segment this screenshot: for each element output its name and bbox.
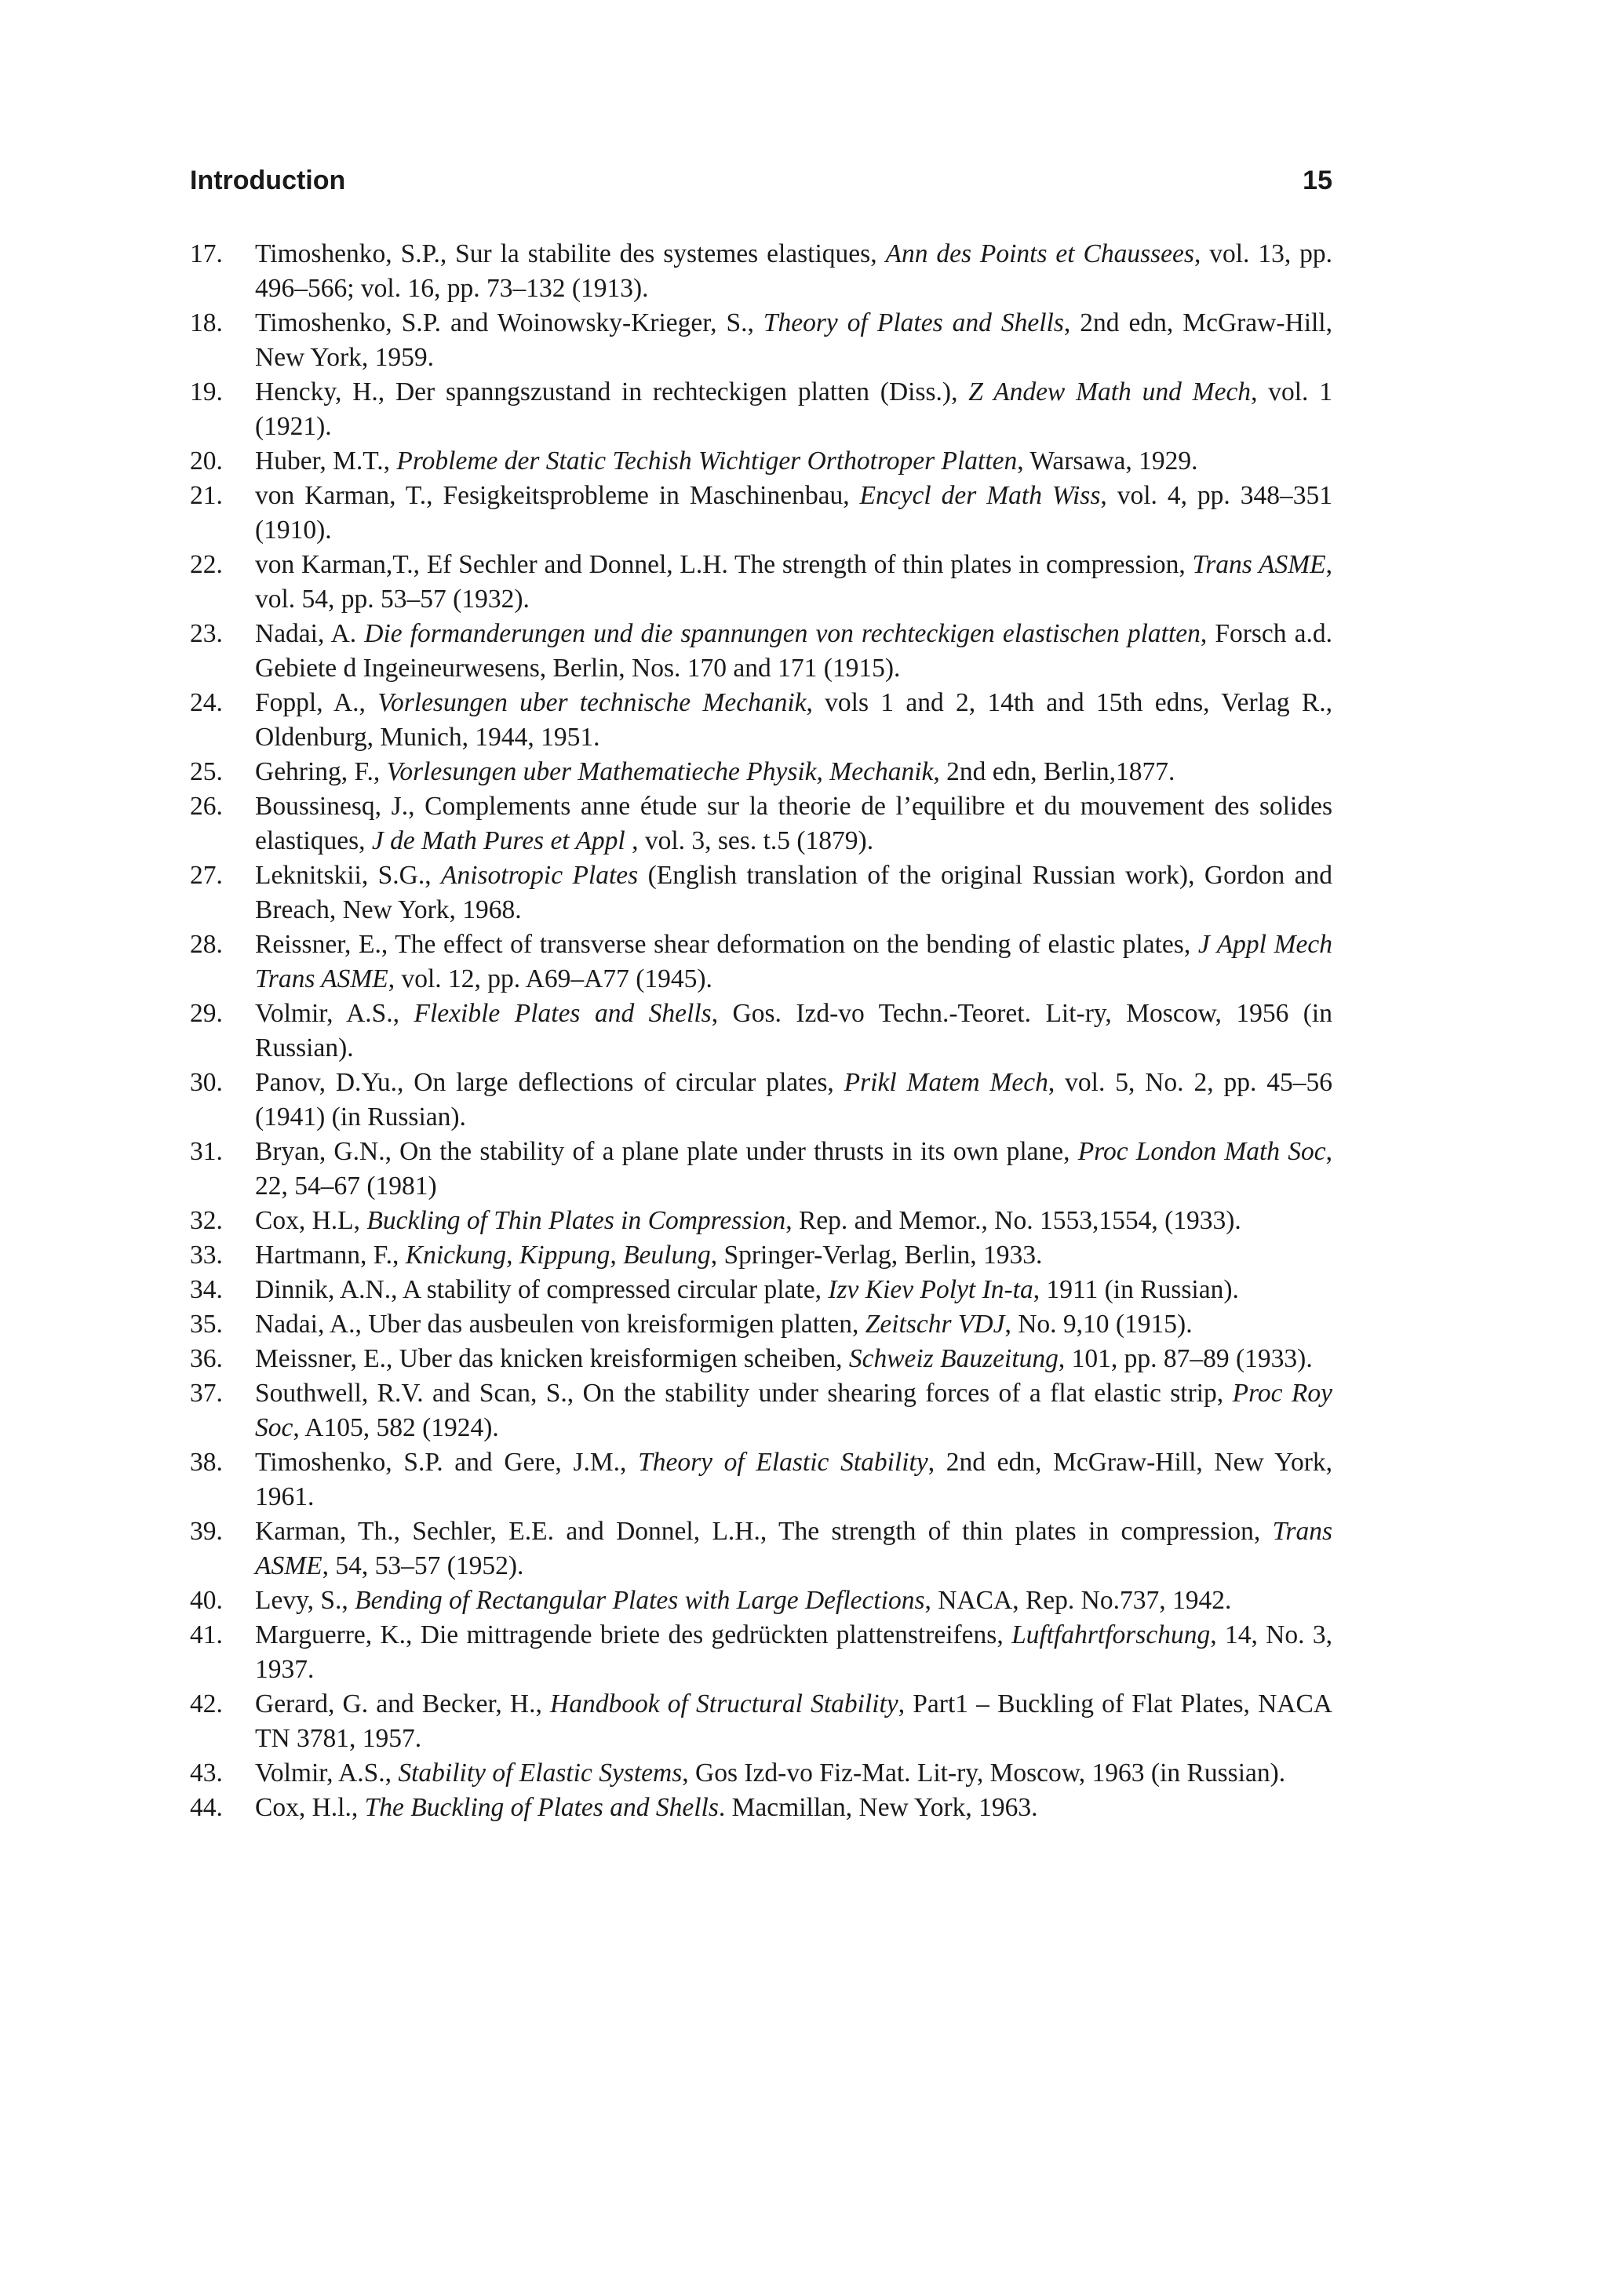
reference-segment: Cox, H.L, [255, 1206, 367, 1235]
reference-segment: , 22, 54–67 (1981) [255, 1137, 1332, 1201]
reference-segment: , Forsch a.d. Gebiete d Ingeineurwesens, Berlin, Nos. 170 and 171 (1915). [255, 619, 1332, 683]
reference-item [190, 1687, 1332, 1756]
reference-segment: Reissner, E., The effect of transverse shear deformation on the bending of elastic plates, [255, 930, 1198, 959]
reference-source-title: Bending of Rectangular Plates with Large Deflections [355, 1586, 925, 1615]
reference-number: 25. [190, 757, 223, 786]
reference-segment: , vol. 1 (1921). [255, 377, 1332, 441]
reference-source-title: Z Andew Math und Mech [968, 377, 1252, 406]
reference-text [255, 444, 1332, 479]
reference-text [255, 858, 1332, 928]
reference-segment: Karman, Th., Sechler, E.E. and Donnel, L.H., The strength of thin plates in compression, [255, 1517, 1273, 1546]
reference-text [255, 1584, 1332, 1618]
running-title: Introduction [190, 166, 346, 195]
reference-text [255, 755, 1332, 789]
reference-number: 31. [190, 1137, 223, 1166]
reference-segment: Volmir, A.S., [255, 1758, 399, 1788]
reference-segment: , 101, pp. 87–89 (1933). [1058, 1344, 1313, 1373]
reference-segment: Hartmann, F., [255, 1241, 406, 1270]
reference-item [190, 548, 1332, 617]
reference-segment: Huber, M.T., [255, 446, 397, 476]
reference-number: 18. [190, 308, 223, 337]
reference-number: 28. [190, 930, 223, 959]
reference-number: 36. [190, 1344, 223, 1373]
reference-segment: Cox, H.l., [255, 1793, 365, 1822]
reference-number: 33. [190, 1241, 223, 1270]
reference-text [255, 789, 1332, 858]
reference-segment: , Warsawa, 1929. [1017, 446, 1198, 476]
reference-item [190, 686, 1332, 755]
reference-number: 17. [190, 239, 223, 268]
reference-text [255, 1238, 1332, 1273]
reference-number: 22. [190, 550, 223, 579]
reference-segment: , vol. 4, pp. 348–351 (1910). [255, 481, 1332, 545]
reference-number: 29. [190, 999, 223, 1028]
reference-source-title: The Buckling of Plates and Shells [364, 1793, 719, 1822]
reference-number: 26. [190, 792, 223, 821]
reference-number: 40. [190, 1586, 223, 1615]
reference-source-title: Probleme der Static Techish Wichtiger Orthotroper Platten [396, 446, 1018, 476]
reference-item [190, 755, 1332, 789]
reference-source-title: Izv Kiev Polyt In-ta [828, 1275, 1033, 1304]
reference-number: 37. [190, 1379, 223, 1408]
reference-item [190, 1514, 1332, 1584]
reference-source-title: Proc London Math Soc [1077, 1137, 1326, 1166]
reference-source-title: Zeitschr VDJ [865, 1310, 1005, 1339]
reference-number: 19. [190, 377, 223, 406]
reference-segment: , A105, 582 (1924). [293, 1413, 499, 1442]
reference-source-title: Encycl der Math Wiss [859, 481, 1101, 510]
reference-source-title: Stability of Elastic Systems [398, 1758, 683, 1788]
reference-segment: , vol. 54, pp. 53–57 (1932). [255, 550, 1332, 614]
page-number: 15 [1303, 166, 1332, 195]
reference-segment: Marguerre, K., Die mittragende briete des gedrückten plattenstreifens, [255, 1620, 1012, 1649]
reference-item [190, 1238, 1332, 1273]
reference-segment: , 1911 (in Russian). [1033, 1275, 1239, 1304]
reference-segment: Foppl, A., [255, 688, 378, 717]
reference-item [190, 1204, 1332, 1238]
reference-item [190, 444, 1332, 479]
reference-item [190, 1618, 1332, 1687]
reference-source-title: Proc Roy Soc [255, 1379, 1332, 1442]
reference-segment: von Karman, T., Fesigkeitsprobleme in Maschinenbau, [255, 481, 860, 510]
reference-segment: Leknitskii, S.G., [255, 861, 441, 890]
reference-source-title: Trans ASME [1192, 550, 1326, 579]
reference-text [255, 1204, 1332, 1238]
reference-segment: , 2nd edn, McGraw-Hill, New York, 1961. [255, 1448, 1333, 1511]
reference-list [190, 237, 1332, 1825]
reference-segment: Timoshenko, S.P., Sur la stabilite des systemes elastiques, [255, 239, 886, 268]
reference-segment: , NACA, Rep. No.737, 1942. [924, 1586, 1232, 1615]
reference-source-title: J Appl Mech Trans ASME [255, 930, 1332, 993]
reference-segment: , Springer-Verlag, Berlin, 1933. [710, 1241, 1043, 1270]
reference-segment: , vol. 12, pp. A69–A77 (1945). [388, 964, 712, 993]
reference-segment: Boussinesq, J., Complements anne étude sur la theorie de l’equilibre et du mouvement des solides elastiques, [255, 792, 1332, 855]
reference-number: 32. [190, 1206, 223, 1235]
reference-source-title: Prikl Matem Mech [844, 1068, 1048, 1097]
reference-source-title: Schweiz Bauzeitung [848, 1344, 1059, 1373]
reference-number: 20. [190, 446, 223, 476]
reference-segment: , vol. 3, ses. t.5 (1879). [625, 826, 874, 855]
reference-item [190, 1376, 1332, 1445]
reference-item [190, 928, 1332, 997]
page-header [190, 162, 1332, 199]
reference-item [190, 1791, 1332, 1825]
reference-item [190, 1445, 1332, 1514]
reference-item [190, 1756, 1332, 1791]
reference-number: 23. [190, 619, 223, 648]
reference-number: 43. [190, 1758, 223, 1788]
reference-source-title: Theory of Plates and Shells [763, 308, 1064, 337]
reference-text [255, 617, 1332, 686]
reference-source-title: Die formanderungen und die spannungen von rechteckigen elastischen platten [364, 619, 1201, 648]
reference-text [255, 928, 1332, 997]
reference-source-title: Ann des Points et Chaussees [885, 239, 1194, 268]
reference-text [255, 306, 1332, 375]
reference-source-title: Buckling of Thin Plates in Compression [366, 1206, 786, 1235]
reference-text [255, 1342, 1332, 1376]
reference-segment: , vols 1 and 2, 14th and 15th edns, Verlag R., Oldenburg, Munich, 1944, 1951. [255, 688, 1332, 752]
reference-segment: Dinnik, A.N., A stability of compressed circular plate, [255, 1275, 829, 1304]
reference-text [255, 1687, 1332, 1756]
reference-item [190, 1066, 1332, 1135]
reference-number: 41. [190, 1620, 223, 1649]
reference-item [190, 789, 1332, 858]
reference-text [255, 1307, 1332, 1342]
reference-segment: , Rep. and Memor., No. 1553,1554, (1933). [785, 1206, 1241, 1235]
reference-segment: Timoshenko, S.P. and Gere, J.M., [255, 1448, 639, 1477]
reference-text [255, 1756, 1332, 1791]
reference-source-title: Knickung, Kippung, Beulung [405, 1241, 711, 1270]
reference-segment: , vol. 5, No. 2, pp. 45–56 (1941) (in Russian). [255, 1068, 1332, 1132]
reference-item [190, 237, 1332, 306]
reference-segment: Volmir, A.S., [255, 999, 414, 1028]
reference-number: 39. [190, 1517, 223, 1546]
reference-segment: , vol. 13, pp. 496–566; vol. 16, pp. 73–132 (1913). [255, 239, 1332, 303]
reference-source-title: Handbook of Structural Stability [550, 1689, 898, 1718]
reference-segment: , 14, No. 3, 1937. [255, 1620, 1332, 1684]
reference-item [190, 479, 1332, 548]
reference-number: 30. [190, 1068, 223, 1097]
reference-segment: (English translation of the original Russian work), Gordon and Breach, New York, 1968. [255, 861, 1332, 924]
reference-item [190, 1307, 1332, 1342]
reference-item [190, 617, 1332, 686]
reference-item [190, 306, 1332, 375]
reference-text [255, 997, 1332, 1066]
reference-text [255, 686, 1332, 755]
reference-source-title: Vorlesungen uber Mathematieche Physik, Mechanik [386, 757, 934, 786]
reference-item [190, 375, 1332, 444]
reference-item [190, 1342, 1332, 1376]
reference-source-title: Luftfahrtforschung [1011, 1620, 1211, 1649]
reference-number: 35. [190, 1310, 223, 1339]
reference-segment: , 2nd edn, Berlin,1877. [933, 757, 1175, 786]
reference-segment: Panov, D.Yu., On large deflections of circular plates, [255, 1068, 844, 1097]
reference-text [255, 479, 1332, 548]
reference-source-title: Trans ASME [255, 1517, 1332, 1580]
reference-number: 24. [190, 688, 223, 717]
reference-text [255, 1376, 1332, 1445]
reference-item [190, 1135, 1332, 1204]
reference-segment: Gehring, F., [255, 757, 387, 786]
reference-segment: von Karman,T., Ef Sechler and Donnel, L.H. The strength of thin plates in compression, [255, 550, 1193, 579]
reference-number: 21. [190, 481, 223, 510]
reference-segment: , 54, 53–57 (1952). [322, 1551, 524, 1580]
reference-text [255, 375, 1332, 444]
reference-text [255, 1791, 1332, 1825]
reference-segment: , Gos. Izd-vo Techn.-Teoret. Lit-ry, Moscow, 1956 (in Russian). [255, 999, 1332, 1062]
reference-segment: Levy, S., [255, 1586, 355, 1615]
reference-item [190, 1273, 1332, 1307]
reference-text [255, 548, 1332, 617]
reference-text [255, 1135, 1332, 1204]
reference-source-title: Theory of Elastic Stability [638, 1448, 928, 1477]
reference-source-title: J de Math Pures et Appl [371, 826, 625, 855]
reference-item [190, 997, 1332, 1066]
reference-text [255, 1618, 1332, 1687]
reference-number: 38. [190, 1448, 223, 1477]
reference-text [255, 1514, 1332, 1584]
reference-segment: Hencky, H., Der spanngszustand in rechteckigen platten (Diss.), [255, 377, 969, 406]
reference-segment: Timoshenko, S.P. and Woinowsky-Krieger, S., [255, 308, 763, 337]
reference-segment: Meissner, E., Uber das knicken kreisformigen scheiben, [255, 1344, 849, 1373]
reference-segment: Southwell, R.V. and Scan, S., On the stability under shearing forces of a flat elastic strip, [255, 1379, 1233, 1408]
reference-segment: , Part1 – Buckling of Flat Plates, NACA TN 3781, 1957. [255, 1689, 1332, 1753]
reference-item [190, 858, 1332, 928]
reference-source-title: Anisotropic Plates [440, 861, 639, 890]
reference-text [255, 1273, 1332, 1307]
reference-number: 27. [190, 861, 223, 890]
reference-text [255, 237, 1332, 306]
reference-text [255, 1445, 1332, 1514]
reference-segment: Nadai, A. [255, 619, 365, 648]
reference-segment: Bryan, G.N., On the stability of a plane plate under thrusts in its own plane, [255, 1137, 1078, 1166]
reference-segment: . Macmillan, New York, 1963. [718, 1793, 1038, 1822]
reference-number: 34. [190, 1275, 223, 1304]
reference-text [255, 1066, 1332, 1135]
reference-segment: Nadai, A., Uber das ausbeulen von kreisformigen platten, [255, 1310, 865, 1339]
reference-segment: , Gos Izd-vo Fiz-Mat. Lit-ry, Moscow, 1963 (in Russian). [682, 1758, 1286, 1788]
reference-segment: , No. 9,10 (1915). [1004, 1310, 1193, 1339]
reference-source-title: Flexible Plates and Shells [414, 999, 712, 1028]
reference-number: 44. [190, 1793, 223, 1822]
reference-number: 42. [190, 1689, 223, 1718]
reference-segment: , 2nd edn, McGraw-Hill, New York, 1959. [255, 308, 1332, 372]
reference-item [190, 1584, 1332, 1618]
reference-source-title: Vorlesungen uber technische Mechanik [377, 688, 807, 717]
reference-segment: Gerard, G. and Becker, H., [255, 1689, 551, 1718]
